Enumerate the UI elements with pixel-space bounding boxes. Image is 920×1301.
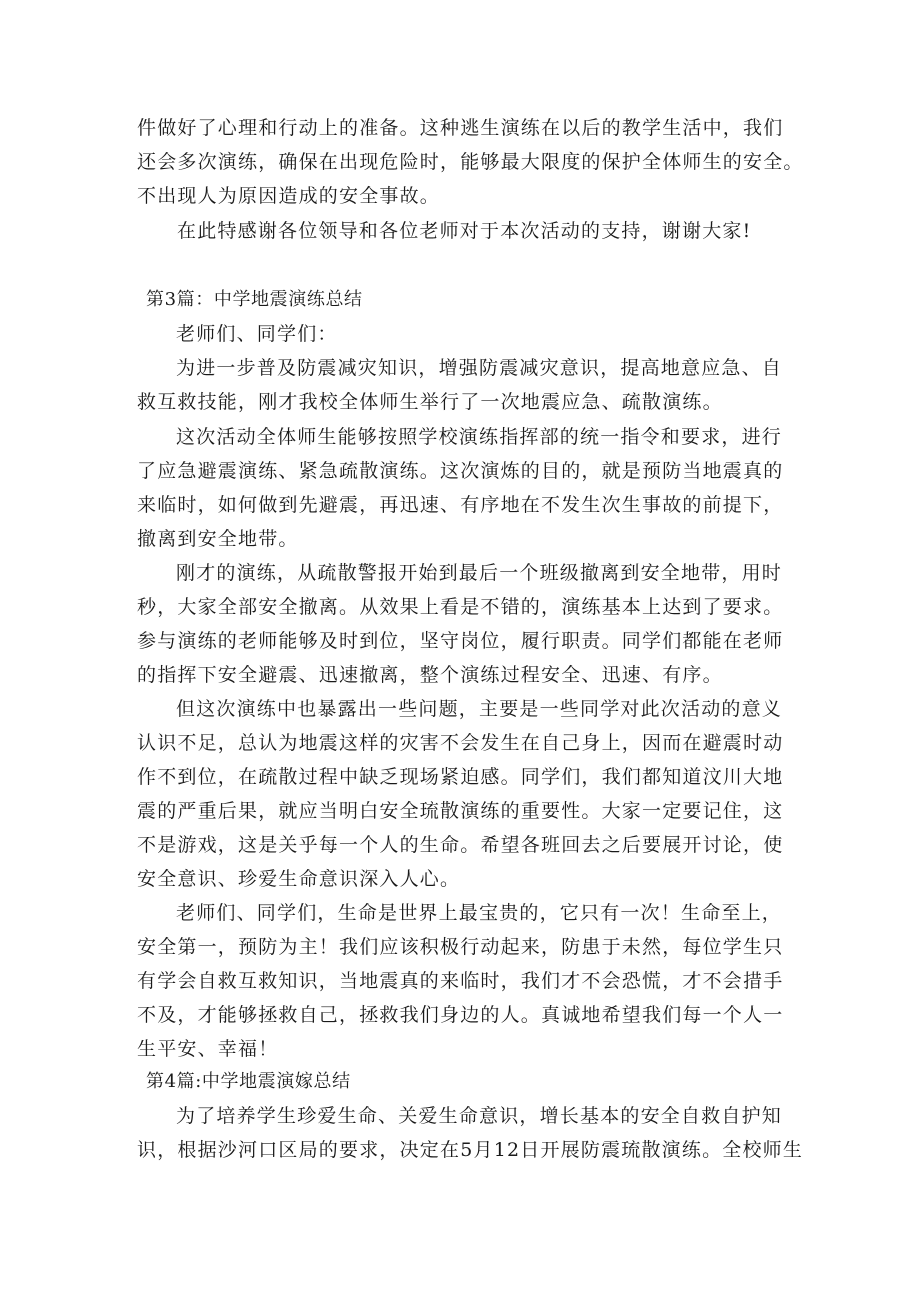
section4-p1-line-1: 为了培养学生珍爱生命、关爱生命意识，增长基本的安全自救自护知 [176,1105,783,1127]
section3-p4-line-6: 安全意识、珍爱生命意识深入人心。 [137,868,461,890]
intro-line-1: 件做好了心理和行动上的准备。这种逃生演练在以后的教学生活中，我们 [137,117,784,139]
section3-p3-line-1: 刚才的演练，从疏散警报开始到最后一个班级撤离到安全地带，用时 [176,562,783,584]
section3-p4-line-5: 不是游戏，这是关乎每一个人的生命。希望各班回去之后要展开讨论，使 [137,834,784,856]
section4-p1-line-2: 识，根据沙河口区局的要求，决定在5月12日开展防震琉散演练。全校师生 [137,1139,804,1161]
intro-line-2: 还会多次演练，确保在出现危险时，能够最大限度的保护全体师生的安全。 [137,151,804,173]
section4-title: 第4篇:中学地震演嫁总结 [146,1071,351,1092]
section3-p4-line-1: 但这次演练中也暴露出一些问题，主要是一些同学对此次活动的意义 [176,698,783,720]
section3-p4-line-2: 认识不足，总认为地震这样的灾害不会发生在自己身上，因而在避震时动 [137,732,784,754]
section3-p5-line-3: 有学会自救互救知识，当地震真的来临时，我们才不会恐慌，才不会措手 [137,970,784,992]
section3-p3-line-3: 参与演练的老师能够及时到位，坚守岗位，履行职责。同学们都能在老师 [137,630,784,652]
section3-p1-line-1: 为进一步普及防震减灾知识，增强防震减灾意识，提高地意应急、自 [176,357,783,379]
section3-p1-line-2: 救互救技能，刚才我校全体师生举行了一次地震应急、疏散演练。 [137,391,723,413]
section3-p5-line-5: 生平安、幸福！ [137,1038,279,1060]
intro-thanks: 在此特感谢各位领导和各位老师对于本次活动的支持，谢谢大家! [177,220,752,242]
section3-p5-line-4: 不及，才能够拯救自己，拯救我们身边的人。真诚地希望我们每一个人一 [137,1004,784,1026]
section3-p4-line-4: 震的严重后果，就应当明白安全琉散演练的重要性。大家一定要记住，这 [137,800,784,822]
section3-greeting: 老师们、同学们： [176,323,338,345]
section3-p5-line-1: 老师们、同学们，生命是世界上最宝贵的，它只有一次！生命至上， [176,902,783,924]
section3-p2-line-2: 了应急避震演练、紧急疏散演练。这次演炼的目的，就是预防当地震真的 [137,460,784,482]
section3-p5-line-2: 安全第一，预防为主！我们应该积极行动起来，防患于未然，每位学生只 [137,936,784,958]
section3-p3-line-2: 秒，大家全部安全撤离。从效果上看是不错的，演练基本上达到了要求。 [137,596,784,618]
section3-title: 第3篇：中学地震演练总结 [146,289,363,310]
section3-p4-line-3: 作不到位，在疏散过程中缺乏现场紧迫感。同学们，我们都知道汶川大地 [137,766,784,788]
section3-p3-line-4: 的指挥下安全避震、迅速撤离，整个演练过程安全、迅速、有序。 [137,664,723,686]
intro-line-3: 不出现人为原因造成的安全事故。 [137,185,441,207]
section3-p2-line-3: 来临时，如何做到先避震，再迅速、有序地在不发生次生事故的前提下， [137,494,784,516]
section3-p2-line-4: 撤离到安全地带。 [137,528,299,550]
section3-p2-line-1: 这次活动全体师生能够按照学校演练指挥部的统一指令和要求，进行 [176,426,783,448]
